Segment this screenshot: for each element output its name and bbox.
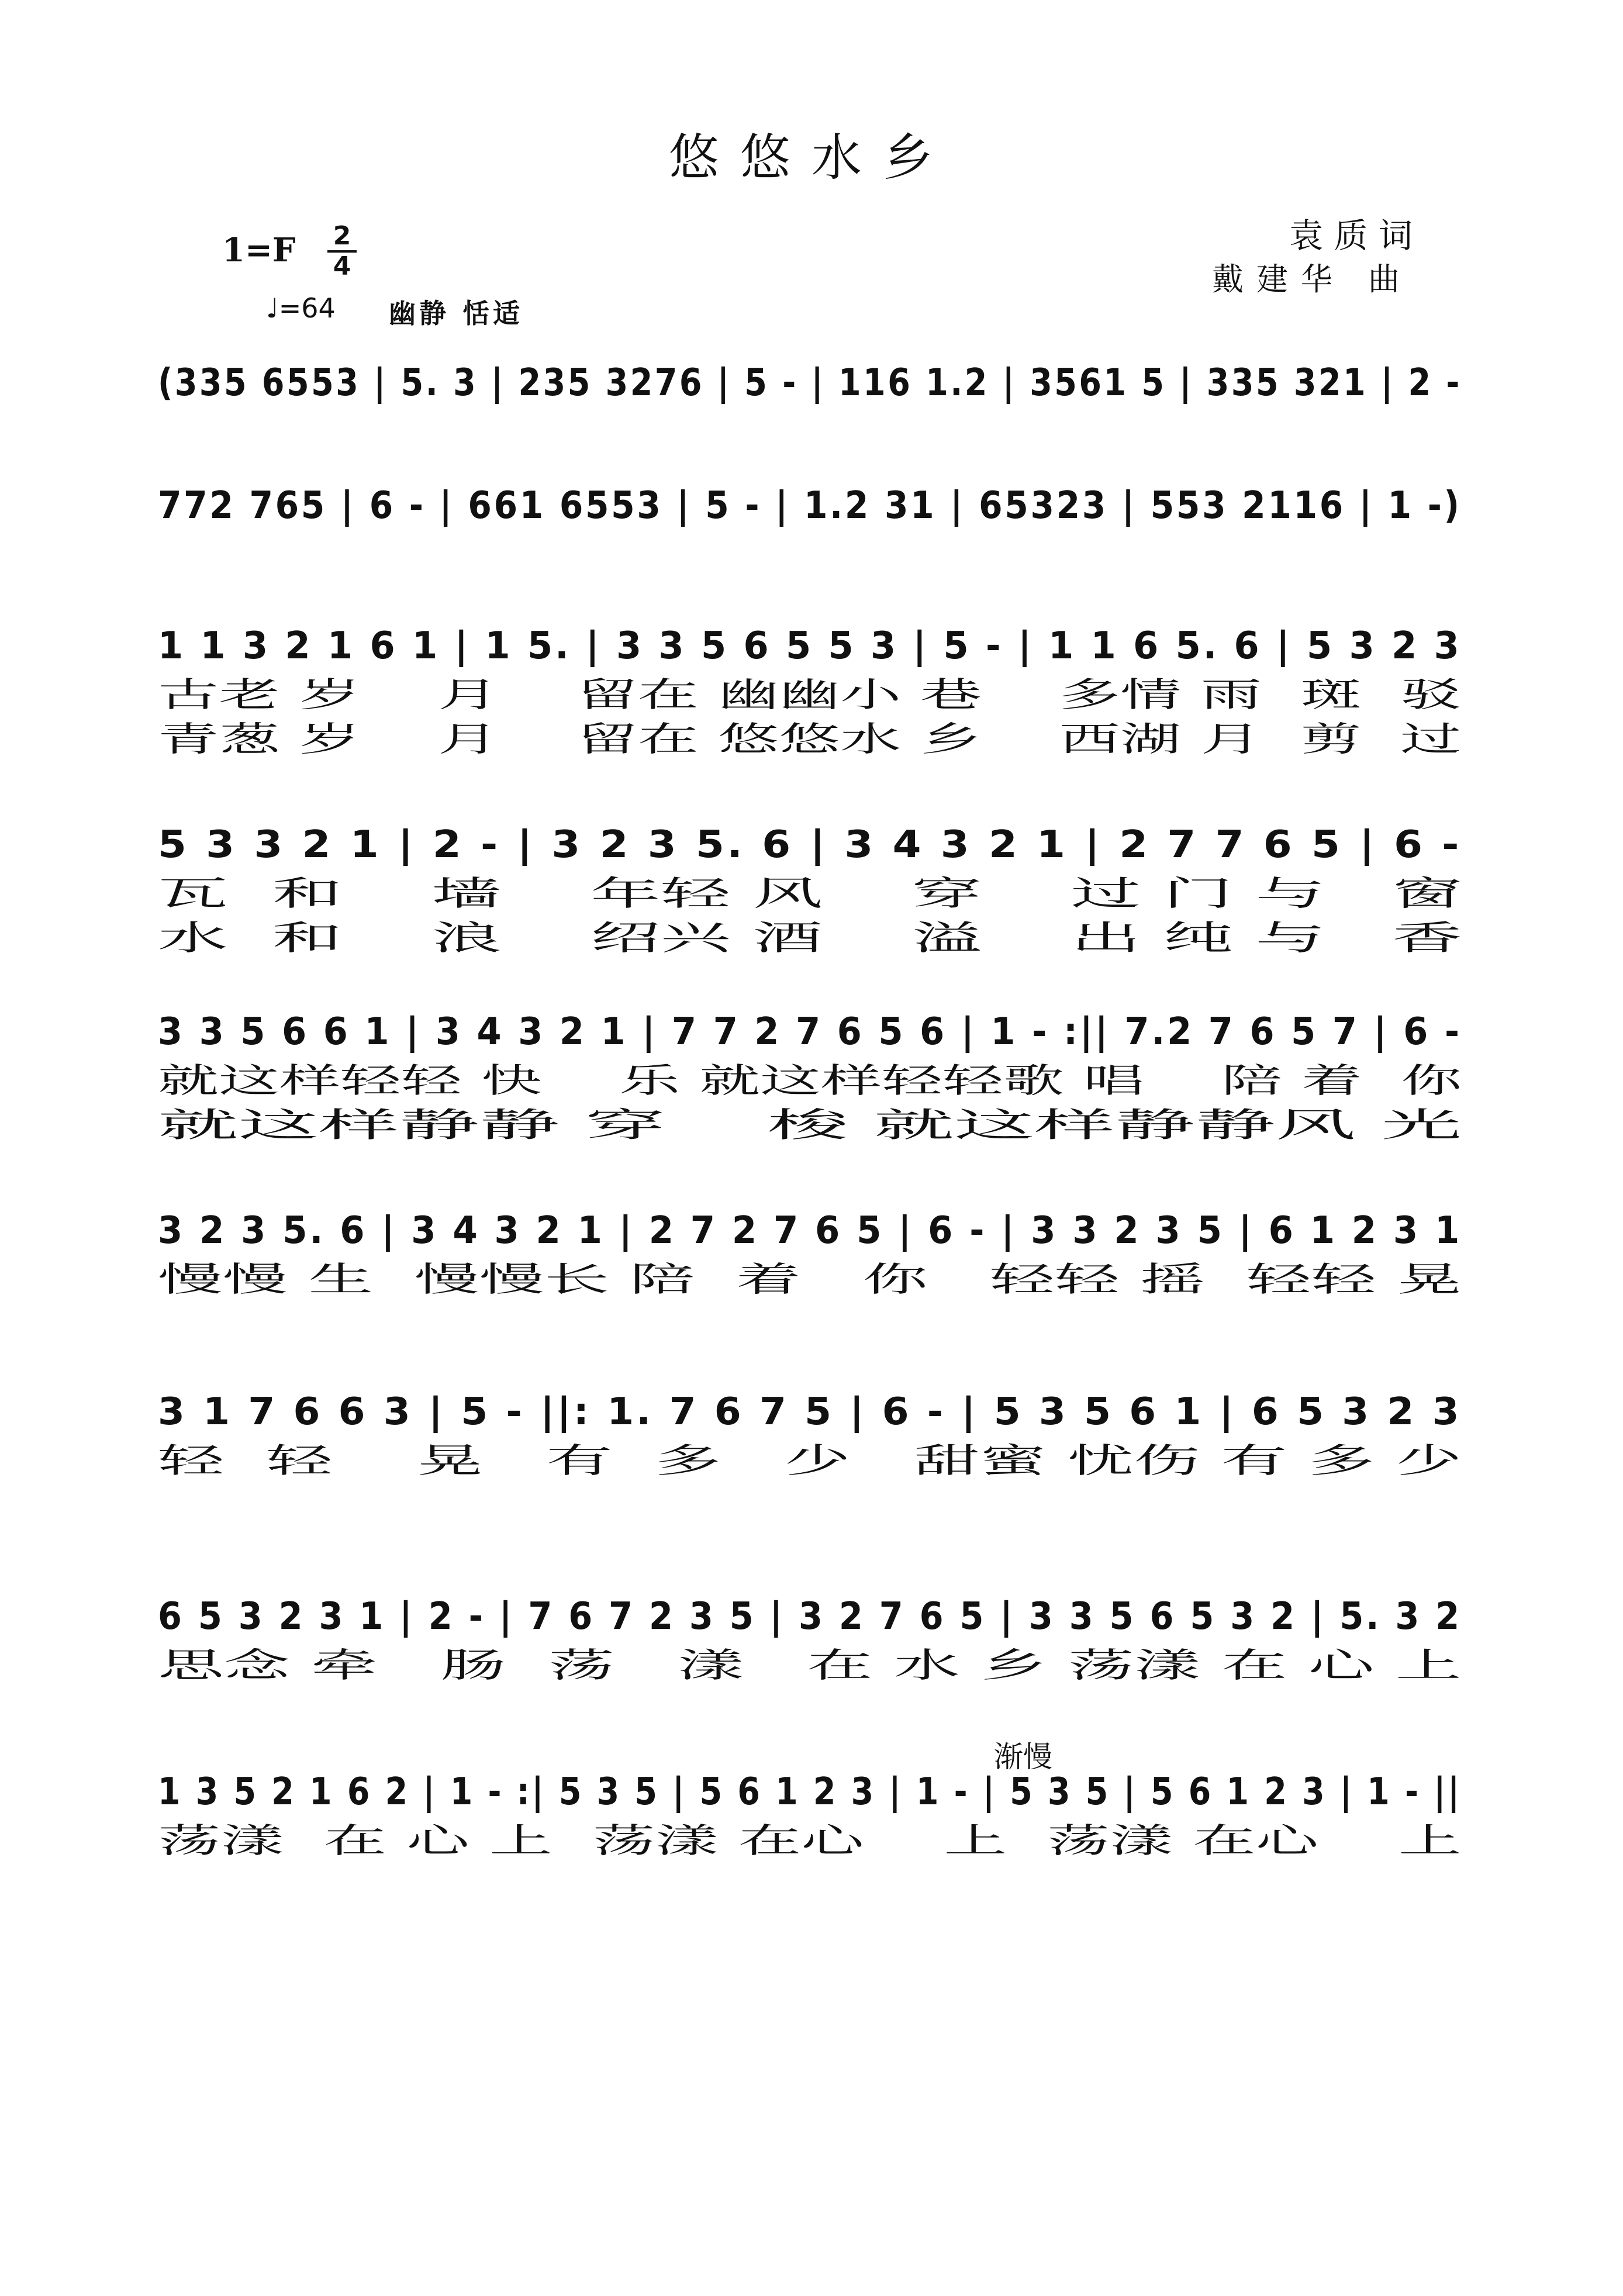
notation-text: (335 6553 | 5. 3 | 235 3276 | 5 - | 116 1.2 | 3561 5 | 335 321 | 2 -	[158, 361, 1462, 405]
notation-text: 3 2 3 5. 6 | 3 4 3 2 1 | 2 7 2 7 6 5 | 6 - | 3 3 2 3 5 | 6 1 2 3 1	[158, 1209, 1462, 1252]
time-signature	[327, 222, 357, 281]
lyric-line: 慢慢 生 慢慢长 陪 着 你 轻轻 摇 轻轻 晃	[158, 1259, 1462, 1299]
score-system	[158, 1204, 1467, 1301]
notation-text: 5 3 3 2 1 | 2 - | 3 2 3 5. 6 | 3 4 3 2 1 | 2 7 7 6 5 | 6 -	[158, 823, 1462, 866]
lyric-line: 就这样静静 穿 梭 就这样静静风 光	[158, 1105, 1462, 1145]
music-line	[158, 819, 1467, 871]
score-system	[158, 1766, 1467, 1863]
score-system	[158, 479, 1467, 532]
tempo-change-mark: 渐慢	[994, 1740, 1052, 1774]
music-line	[158, 479, 1467, 532]
score-system	[158, 1590, 1467, 1687]
notation-text: 3 1 7 6 6 3 | 5 - ||: 1. 7 6 7 5 | 6 - | 5 3 5 6 1 | 6 5 3 2 3	[158, 1390, 1462, 1434]
lyric-line: 古老 岁 月 留在 幽幽小 巷 多情 雨 斑 驳	[158, 675, 1462, 714]
lyric-line: 青葱 岁 月 留在 悠悠水 乡 西湖 月 剪 过	[158, 719, 1462, 759]
tempo-mark: ♩=64	[266, 292, 336, 324]
time-bottom: 4	[333, 251, 351, 281]
music-line	[158, 1766, 1467, 1818]
composer-credit: 戴建华 曲	[1211, 261, 1413, 298]
lyricist-credit: 袁 质 词	[1289, 216, 1413, 256]
score-system	[158, 1006, 1467, 1147]
music-line	[158, 1006, 1467, 1058]
lyric-line: 思念 牵 肠 荡 漾 在 水 乡 荡漾 在 心 上	[158, 1645, 1462, 1685]
music-line	[158, 1386, 1467, 1438]
notation-text: 6 5 3 2 3 1 | 2 - | 7 6 7 2 3 5 | 3 2 7 6 5 | 3 3 5 6 5 3 2 | 5. 3 2	[158, 1595, 1462, 1638]
notation-text: 1 1 3 2 1 6 1 | 1 5. | 3 3 5 6 5 5 3 | 5 - | 1 1 6 5. 6 | 5 3 2 3	[158, 624, 1462, 668]
music-line	[158, 1590, 1467, 1643]
lyric-line: 瓦 和 墙 年轻 风 穿 过 门 与 窗	[158, 873, 1463, 913]
music-line	[158, 1204, 1467, 1257]
score-system	[158, 819, 1467, 960]
time-top: 2	[333, 221, 351, 251]
song-title: 悠悠水乡	[669, 129, 954, 187]
notation-text: 3 3 5 6 6 1 | 3 4 3 2 1 | 7 7 2 7 6 5 6 | 1 - :|| 7.2 7 6 5 7 | 6 -	[158, 1010, 1462, 1054]
score-system	[158, 620, 1467, 761]
lyric-line: 轻 轻 晃 有 多 少 甜蜜 忧伤 有 多 少	[158, 1441, 1462, 1480]
lyric-line: 水 和 浪 绍兴 酒 溢 出 纯 与 香	[158, 918, 1463, 958]
score-system	[158, 357, 1467, 409]
score-system	[158, 1386, 1467, 1483]
music-line	[158, 357, 1467, 409]
mood-mark: 幽静 恬适	[389, 298, 524, 329]
lyric-line: 就这样轻轻 快 乐 就这样轻轻歌 唱 陪 着 你	[158, 1061, 1462, 1100]
lyric-line: 荡漾 在 心 上 荡漾 在心 上 荡漾 在心 上	[158, 1821, 1462, 1860]
notation-text: 772 765 | 6 - | 661 6553 | 5 - | 1.2 31 | 65323 | 553 2116 | 1 -)	[158, 484, 1462, 527]
key-signature: 1=F	[222, 231, 296, 270]
notation-text: 1 3 5 2 1 6 2 | 1 - :| 5 3 5 | 5 6 1 2 3 | 1 - | 5 3 5 | 5 6 1 2 3 | 1 - ||	[158, 1770, 1462, 1814]
music-line	[158, 620, 1467, 672]
